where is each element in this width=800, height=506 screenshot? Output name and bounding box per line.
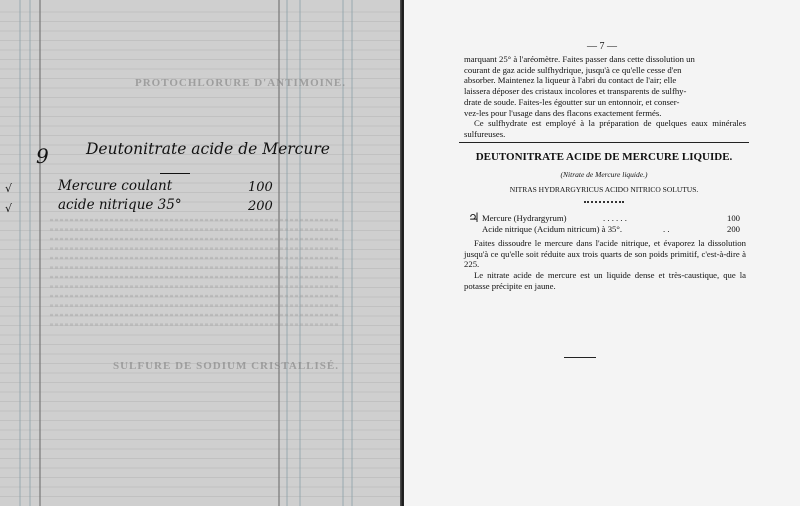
recipe-row — [468, 210, 748, 225]
section-rule — [459, 142, 749, 143]
recipe-qty: 100 — [726, 213, 740, 223]
page-number: — 7 — — [587, 41, 617, 52]
jupiter-symbol: ♃ — [468, 210, 480, 225]
ingredient-name: acide nitrique 35° — [58, 197, 182, 213]
paragraph-1: Faites dissoudre le mercure dans l'acide nitrique, et évaporez la dissolution jusqu'à ce qu'elle soit réduite aux trois quarts de son poids primitif, c'est-à-dire à 225. — [464, 238, 746, 270]
ghost-heading-2: SULFURE DE SODIUM CRISTALLISÉ. — [113, 360, 340, 372]
recipe-qty: 200 — [726, 224, 740, 234]
recipe-row — [468, 224, 748, 235]
ingredient-qty: 100 — [248, 180, 273, 195]
ghost-heading: PROTOCHLORURE D'ANTIMOINE. — [135, 77, 346, 89]
end-rule — [564, 357, 596, 358]
recipe-dots: . . — [663, 224, 670, 234]
title-underline — [160, 173, 190, 174]
section-title: DEUTONITRATE ACIDE DE MERCURE LIQUIDE. — [475, 151, 733, 163]
recipe-dots: . . . . . . — [603, 213, 627, 223]
recipe-name: Acide nitrique (Acidum nitricum) à 35°. — [482, 224, 623, 234]
intro-line: laissera déposer des cristaux incolores et transparents de sulfhy- — [464, 86, 687, 97]
intro-paragraph — [464, 54, 746, 140]
check-mark: √ — [5, 202, 13, 215]
intro-line: courant de gaz acide sulfhydrique, jusqu'à ce qu'elle cesse d'en — [464, 64, 682, 75]
entry-number: 9 — [36, 144, 49, 168]
intro-line: vez-les pour l'usage dans des flacons exactement fermés. — [464, 107, 662, 118]
right-printed-page — [404, 0, 800, 506]
section-subtitle: (Nitrate de Mercure liquide.) — [560, 170, 648, 179]
ingredient-qty: 200 — [248, 199, 273, 214]
intro-paragraph-2: Ce sulfhydrate est employé à la préparation de quelques eaux minérales sulfureuses. — [464, 118, 746, 139]
ornament-rule — [584, 201, 624, 203]
recipe — [468, 210, 748, 235]
intro-line: marquant 25° à l'aréomètre. Faites passer dans cette dissolution un — [464, 54, 695, 64]
latin-name: NITRAS HYDRARGYRICUS ACIDO NITRICO SOLUTUS. — [509, 185, 699, 194]
check-mark: √ — [5, 182, 13, 195]
ingredient-name: Mercure coulant — [58, 178, 173, 194]
intro-line: drate de soude. Faites-les égoutter sur un entonnoir, et conser- — [464, 96, 680, 107]
paragraph-2: Le nitrate acide de mercure est un liquide dense et très-caustique, que la potasse précipite en jaune. — [464, 270, 746, 291]
entry-title: Deutonitrate acide de Mercure — [86, 140, 330, 158]
intro-line: absorber. Maintenez la liqueur à l'abri du contact de l'air; elle — [464, 75, 677, 86]
recipe-name: Mercure (Hydrargyrum) — [482, 213, 567, 223]
